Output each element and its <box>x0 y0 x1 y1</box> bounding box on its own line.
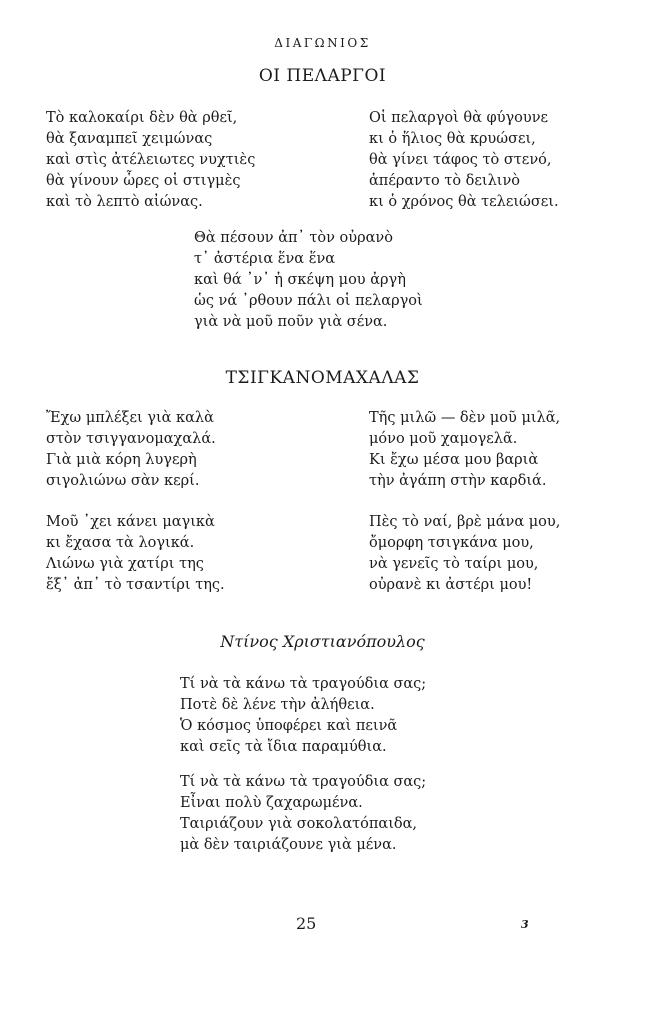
verse-line: Τί νὰ τὰ κάνω τὰ τραγούδια σας; <box>180 676 427 692</box>
verse-line: καὶ στὶς ἀτέλειωτες νυχτιὲς <box>46 152 256 168</box>
verse-line: Κι ἔχω μέσα μου βαριὰ <box>369 452 539 468</box>
verse-line: Οἱ πελαργοὶ θὰ φύγουνε <box>369 110 549 126</box>
poem2-stanza1-left <box>46 408 216 492</box>
poem2-stanza2-left <box>46 512 225 596</box>
verse-line: θὰ γίνουν ὧρες οἱ στιγμὲς <box>46 173 241 189</box>
verse-line: Ταιριάζουν γιὰ σοκολατόπαιδα, <box>180 816 418 832</box>
poem3-stanza2 <box>180 772 426 856</box>
poem2-stanza1-right <box>369 408 560 492</box>
verse-line: καὶ θά ᾽ν᾽ ἡ σκέψη μου ἀργὴ <box>194 272 406 288</box>
verse-line: στὸν τσιγγανομαχαλά. <box>46 431 216 447</box>
verse-line: κι ἔχασα τὰ λογικά. <box>46 535 195 551</box>
verse-line: γιὰ νὰ μοῦ ποῦν γιὰ σένα. <box>194 314 388 330</box>
page-number: 25 <box>296 914 317 933</box>
verse-line: σιγολιώνω σὰν κερί. <box>46 473 200 489</box>
verse-line: θὰ γίνει τάφος τὸ στενό, <box>369 152 552 168</box>
verse-line: μὰ δὲν ταιριάζουνε γιὰ μένα. <box>180 837 397 853</box>
verse-line: κι ὁ χρόνος θὰ τελειώσει. <box>369 194 559 210</box>
verse-line: Τί νὰ τὰ κάνω τὰ τραγούδια σας; <box>180 774 427 790</box>
verse-line: τὴν ἀγάπη στὴν καρδιά. <box>369 473 547 489</box>
verse-line: Γιὰ μιὰ κόρη λυγερὴ <box>46 452 197 468</box>
verse-line: θὰ ξαναμπεῖ χειμώνας <box>46 131 213 147</box>
verse-line: καὶ τὸ λεπτὸ αἰώνας. <box>46 194 203 210</box>
verse-line: κι ὁ ἥλιος θὰ κρυώσει, <box>369 131 536 147</box>
author-name: Ντίνος Χριστιανόπουλος <box>220 632 425 651</box>
verse-line: νὰ γενεῖς τὸ ταίρι μου, <box>369 556 539 572</box>
verse-line: Πὲς τὸ ναί, βρὲ μάνα μου, <box>369 514 561 530</box>
poem1-stanza-right <box>369 108 559 213</box>
verse-line: Εἶναι πολὺ ζαχαρωμένα. <box>180 795 363 811</box>
running-head: ΔΙΑΓΩΝΙΟΣ <box>274 36 371 50</box>
verse-line: μόνο μοῦ χαμογελᾶ. <box>369 431 518 447</box>
signature-mark: 3 <box>521 918 529 931</box>
verse-line: ἀπέραντο τὸ δειλινὸ <box>369 173 521 189</box>
verse-line: τ᾽ ἀστέρια ἕνα ἕνα <box>194 251 336 267</box>
verse-line: Μοῦ ᾽χει κάνει μαγικὰ <box>46 514 215 530</box>
verse-line: Θὰ πέσουν ἀπ᾽ τὸν οὐρανὸ <box>194 230 393 246</box>
poem2-stanza2-right <box>369 512 560 596</box>
poem1-stanza-left <box>46 108 255 213</box>
poem-title-pelargoi: ΟΙ ΠΕΛΑΡΓΟΙ <box>258 66 387 86</box>
verse-line: Τὸ καλοκαίρι δὲν θὰ ρθεῖ, <box>46 110 238 126</box>
poem-title-tsiganomahalas: ΤΣΙΓΚΑΝΟΜΑΧΑΛΑΣ <box>225 368 420 388</box>
verse-line: Λιώνω γιὰ χατίρι της <box>46 556 204 572</box>
verse-line: Ποτὲ δὲ λένε τὴν ἀλήθεια. <box>180 697 375 713</box>
verse-line: Τῆς μιλῶ — δὲν μοῦ μιλᾶ, <box>369 410 561 426</box>
verse-line: οὐρανὲ κι ἀστέρι μου! <box>369 577 533 593</box>
verse-line: Ὁ κόσμος ὑποφέρει καὶ πεινᾶ <box>180 718 398 734</box>
verse-line: ὡς νά ᾽ρθουν πάλι οἱ πελαργοὶ <box>194 293 423 309</box>
verse-line: ὄμορφη τσιγκάνα μου, <box>369 535 534 551</box>
verse-line: Ἔχω μπλέξει γιὰ καλὰ <box>46 410 214 426</box>
poem1-stanza-center <box>194 228 423 333</box>
verse-line: καὶ σεῖς τὰ ἴδια παραμύθια. <box>180 739 387 755</box>
verse-line: ἔξ᾽ ἀπ᾽ τὸ τσαντίρι της. <box>46 577 225 593</box>
poem3-stanza1 <box>180 674 426 758</box>
